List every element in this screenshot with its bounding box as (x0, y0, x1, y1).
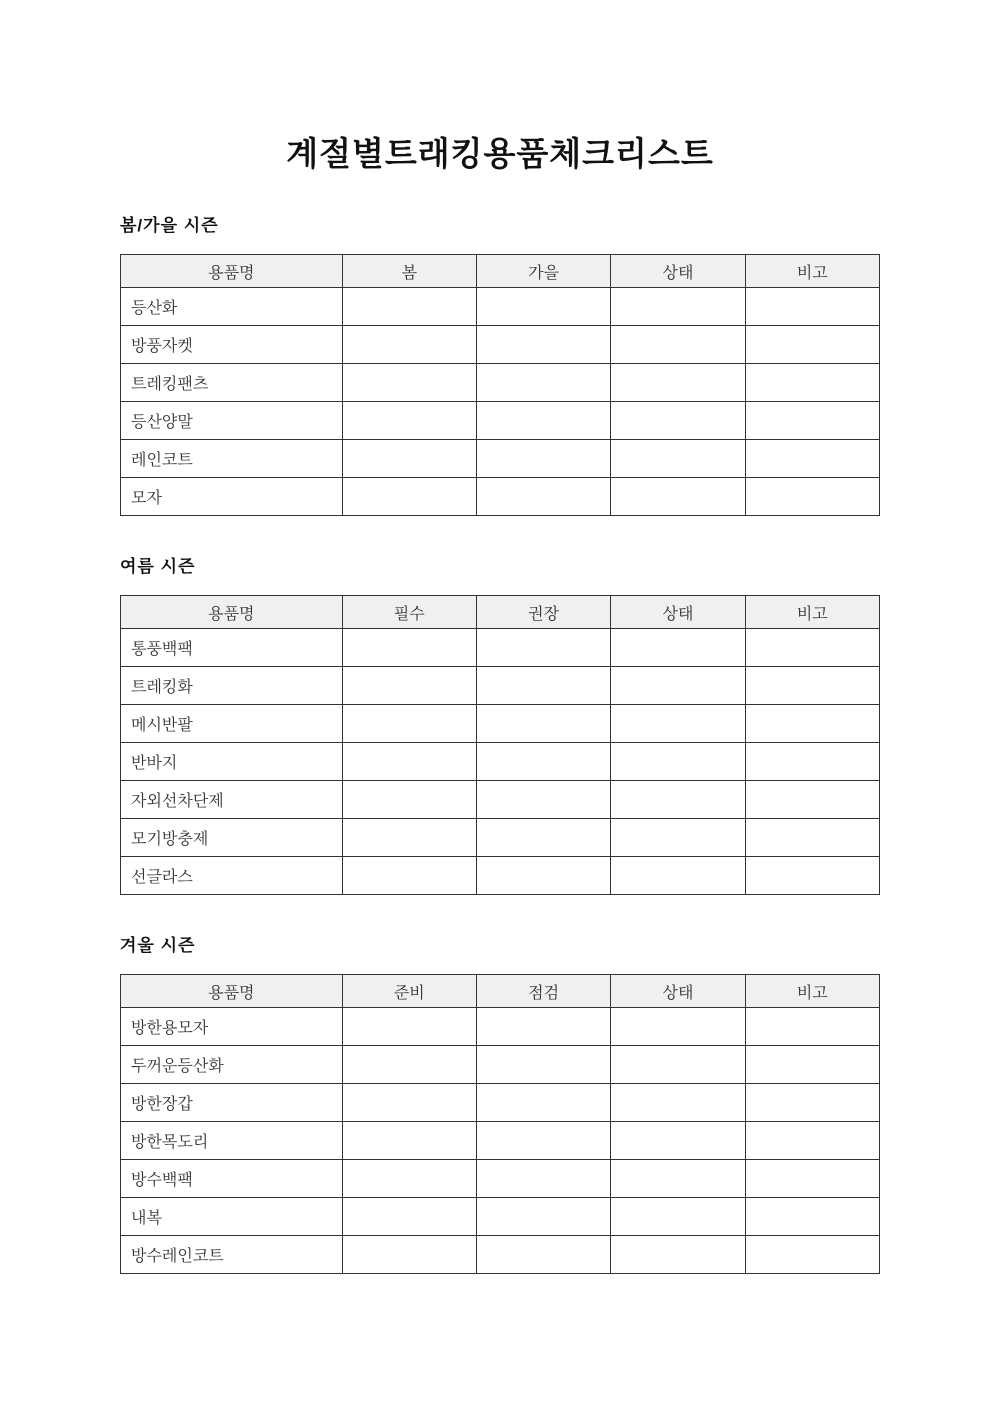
section-heading: 여름 시즌 (120, 557, 196, 576)
column-header: 용품명 (121, 255, 343, 288)
column-header: 준비 (342, 975, 476, 1008)
table-body (121, 629, 880, 895)
table-body (121, 1008, 880, 1274)
empty-check-cell (745, 440, 879, 478)
empty-check-cell (476, 288, 610, 326)
empty-check-cell (342, 1160, 476, 1198)
empty-check-cell (342, 819, 476, 857)
empty-check-cell (745, 667, 879, 705)
table-row (121, 1236, 880, 1274)
item-name-cell: 반바지 (121, 743, 343, 781)
empty-check-cell (611, 326, 745, 364)
column-header: 점검 (476, 975, 610, 1008)
item-name-cell: 선글라스 (121, 857, 343, 895)
empty-check-cell (611, 1160, 745, 1198)
empty-check-cell (611, 743, 745, 781)
column-header: 상태 (611, 255, 745, 288)
table-header-row (121, 596, 880, 629)
empty-check-cell (476, 1046, 610, 1084)
empty-check-cell (476, 440, 610, 478)
table-header-row (121, 975, 880, 1008)
item-name-cell: 방한장갑 (121, 1084, 343, 1122)
season-section (120, 211, 880, 516)
table-row (121, 857, 880, 895)
empty-check-cell (342, 364, 476, 402)
column-header: 권장 (476, 596, 610, 629)
empty-check-cell (476, 667, 610, 705)
empty-check-cell (745, 629, 879, 667)
table-row (121, 743, 880, 781)
empty-check-cell (476, 326, 610, 364)
item-name-cell: 레인코트 (121, 440, 343, 478)
table-row (121, 1122, 880, 1160)
empty-check-cell (342, 1122, 476, 1160)
empty-check-cell (476, 819, 610, 857)
item-name-cell: 모자 (121, 478, 343, 516)
empty-check-cell (476, 629, 610, 667)
empty-check-cell (611, 857, 745, 895)
table-row (121, 440, 880, 478)
table-row (121, 629, 880, 667)
empty-check-cell (611, 819, 745, 857)
empty-check-cell (342, 478, 476, 516)
item-name-cell: 방수백팩 (121, 1160, 343, 1198)
table-row (121, 781, 880, 819)
empty-check-cell (611, 1046, 745, 1084)
empty-check-cell (342, 629, 476, 667)
table-row (121, 819, 880, 857)
empty-check-cell (476, 781, 610, 819)
empty-check-cell (745, 1046, 879, 1084)
empty-check-cell (342, 667, 476, 705)
empty-check-cell (342, 781, 476, 819)
empty-check-cell (745, 705, 879, 743)
item-name-cell: 두꺼운등산화 (121, 1046, 343, 1084)
column-header: 용품명 (121, 975, 343, 1008)
season-section (120, 552, 880, 895)
empty-check-cell (611, 667, 745, 705)
item-name-cell: 등산화 (121, 288, 343, 326)
empty-check-cell (611, 288, 745, 326)
empty-check-cell (745, 857, 879, 895)
empty-check-cell (476, 1008, 610, 1046)
empty-check-cell (342, 1236, 476, 1274)
empty-check-cell (342, 1084, 476, 1122)
table-row (121, 478, 880, 516)
empty-check-cell (476, 743, 610, 781)
column-header: 봄 (342, 255, 476, 288)
item-name-cell: 통풍백팩 (121, 629, 343, 667)
sections-container (120, 211, 880, 1274)
checklist-table (120, 974, 880, 1274)
empty-check-cell (476, 705, 610, 743)
page-title: 계절별트래킹용품체크리스트 (286, 135, 714, 172)
empty-check-cell (476, 1236, 610, 1274)
empty-check-cell (342, 440, 476, 478)
item-name-cell: 자외선차단제 (121, 781, 343, 819)
table-body (121, 288, 880, 516)
empty-check-cell (611, 629, 745, 667)
empty-check-cell (342, 1198, 476, 1236)
empty-check-cell (611, 364, 745, 402)
empty-check-cell (745, 781, 879, 819)
item-name-cell: 메시반팔 (121, 705, 343, 743)
empty-check-cell (342, 743, 476, 781)
empty-check-cell (745, 1198, 879, 1236)
empty-check-cell (745, 326, 879, 364)
empty-check-cell (342, 402, 476, 440)
empty-check-cell (476, 1122, 610, 1160)
item-name-cell: 방수레인코트 (121, 1236, 343, 1274)
table-row (121, 705, 880, 743)
table-row (121, 1046, 880, 1084)
empty-check-cell (342, 1008, 476, 1046)
table-row (121, 1160, 880, 1198)
empty-check-cell (745, 1160, 879, 1198)
table-row (121, 364, 880, 402)
empty-check-cell (611, 402, 745, 440)
section-heading: 봄/가을 시즌 (120, 216, 219, 235)
empty-check-cell (745, 1122, 879, 1160)
empty-check-cell (476, 478, 610, 516)
empty-check-cell (611, 1008, 745, 1046)
empty-check-cell (611, 440, 745, 478)
empty-check-cell (745, 1084, 879, 1122)
empty-check-cell (745, 1008, 879, 1046)
column-header: 비고 (745, 255, 879, 288)
empty-check-cell (476, 1198, 610, 1236)
table-row (121, 667, 880, 705)
empty-check-cell (611, 478, 745, 516)
empty-check-cell (745, 364, 879, 402)
empty-check-cell (611, 1084, 745, 1122)
table-header-row (121, 255, 880, 288)
empty-check-cell (342, 288, 476, 326)
item-name-cell: 등산양말 (121, 402, 343, 440)
column-header: 용품명 (121, 596, 343, 629)
empty-check-cell (476, 364, 610, 402)
empty-check-cell (611, 1122, 745, 1160)
empty-check-cell (342, 326, 476, 364)
item-name-cell: 방풍자켓 (121, 326, 343, 364)
empty-check-cell (611, 705, 745, 743)
column-header: 필수 (342, 596, 476, 629)
empty-check-cell (342, 1046, 476, 1084)
empty-check-cell (745, 402, 879, 440)
column-header: 비고 (745, 975, 879, 1008)
empty-check-cell (745, 1236, 879, 1274)
empty-check-cell (342, 857, 476, 895)
empty-check-cell (745, 478, 879, 516)
empty-check-cell (611, 1198, 745, 1236)
empty-check-cell (611, 781, 745, 819)
section-heading: 겨울 시즌 (120, 936, 196, 955)
empty-check-cell (476, 402, 610, 440)
item-name-cell: 트레킹팬츠 (121, 364, 343, 402)
empty-check-cell (476, 857, 610, 895)
item-name-cell: 트레킹화 (121, 667, 343, 705)
empty-check-cell (745, 288, 879, 326)
season-section (120, 931, 880, 1274)
empty-check-cell (745, 743, 879, 781)
checklist-table (120, 595, 880, 895)
table-row (121, 1084, 880, 1122)
item-name-cell: 방한용모자 (121, 1008, 343, 1046)
item-name-cell: 방한목도리 (121, 1122, 343, 1160)
table-row (121, 402, 880, 440)
empty-check-cell (476, 1160, 610, 1198)
column-header: 비고 (745, 596, 879, 629)
column-header: 상태 (611, 596, 745, 629)
table-row (121, 288, 880, 326)
column-header: 가을 (476, 255, 610, 288)
empty-check-cell (342, 705, 476, 743)
checklist-table (120, 254, 880, 516)
item-name-cell: 모기방충제 (121, 819, 343, 857)
empty-check-cell (476, 1084, 610, 1122)
table-row (121, 326, 880, 364)
item-name-cell: 내복 (121, 1198, 343, 1236)
table-row (121, 1198, 880, 1236)
column-header: 상태 (611, 975, 745, 1008)
empty-check-cell (611, 1236, 745, 1274)
table-row (121, 1008, 880, 1046)
empty-check-cell (745, 819, 879, 857)
